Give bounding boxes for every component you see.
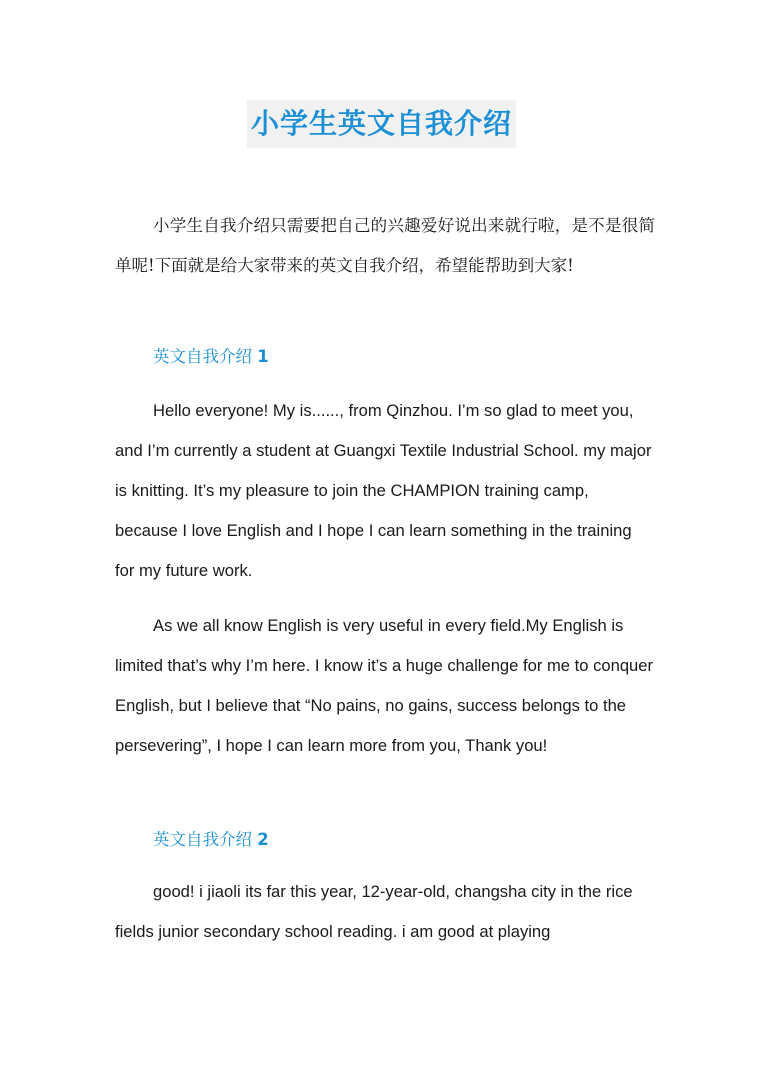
- section-heading-2-text: 英文自我介绍: [153, 830, 252, 849]
- section-heading-1: [115, 345, 693, 369]
- section-heading-1-text: 英文自我介绍: [153, 347, 252, 366]
- page-title: 小学生英文自我介绍: [247, 100, 516, 148]
- section-heading-1-number: 1: [257, 347, 269, 366]
- title-wrap: [0, 100, 763, 148]
- section-1-paragraph-2: As we all know English is very useful in every field.My English is limited that’s why I’m here. I know it’s a huge challenge for me to conquer English, but I believe that “No pains, no gains, success belongs to the persevering”, I hope I can learn more from you, Thank you!: [115, 616, 654, 755]
- section-heading-2: [115, 828, 693, 852]
- section-heading-2-number: 2: [257, 830, 269, 849]
- intro-paragraph: 小学生自我介绍只需要把自己的兴趣爱好说出来就行啦，是不是很简单呢!下面就是给大家带来的英文自我介绍，希望能帮助到大家!: [115, 216, 655, 275]
- section-1-paragraph-1: Hello everyone! My is......, from Qinzhou. I’m so glad to meet you, and I’m currently a student at Guangxi Textile Industrial School. my major is knitting. It’s my pleasure to join the CHAMPION training camp, because I love English and I hope I can learn something in the training for my future work.: [115, 401, 652, 580]
- section-2-paragraph-1: good! i jiaoli its far this year, 12-year-old, changsha city in the rice fields junior secondary school reading. i am good at playing: [115, 882, 633, 941]
